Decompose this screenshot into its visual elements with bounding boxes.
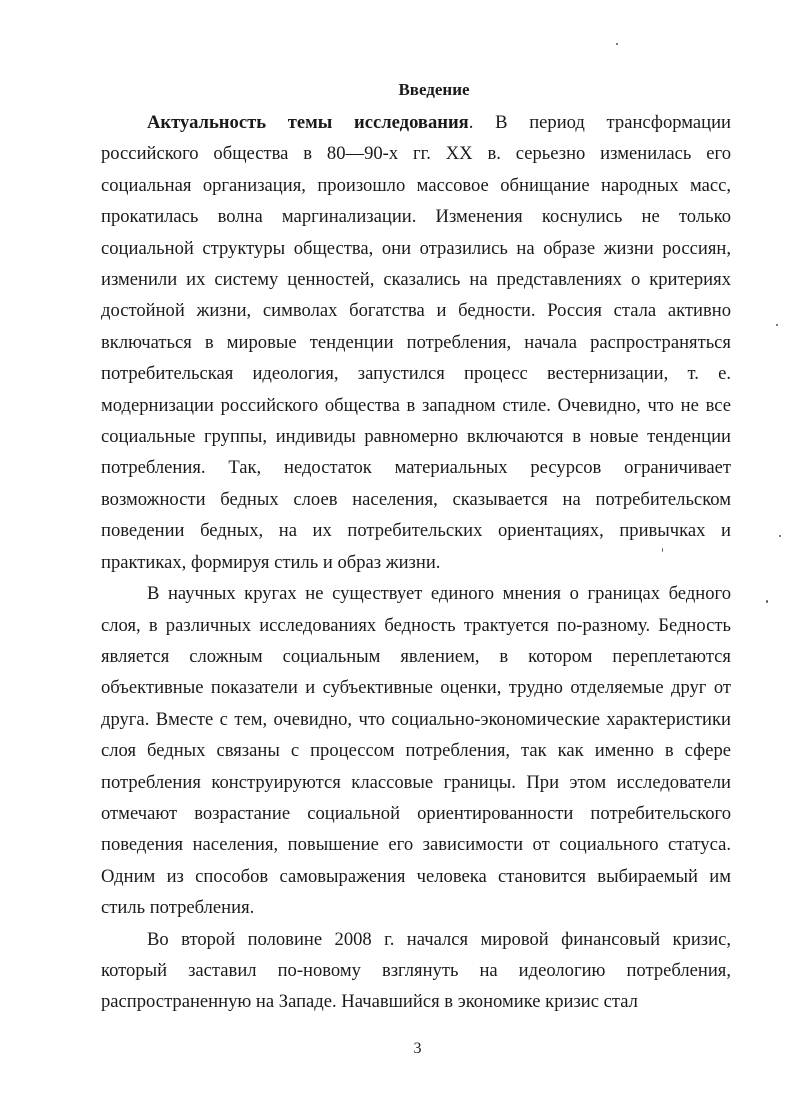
paragraph-lead: Актуальность темы исследования: [147, 112, 469, 133]
scan-speck: [662, 548, 663, 552]
scan-speck: [776, 324, 778, 326]
page-number: 3: [413, 1040, 422, 1057]
paragraph-text: . В период трансформации российского общества в 80—90-х гг. XX в. серьезно изменилась его социальная организация, произошло массовое обнищание народных масс, прокатилась волна маргинализации. Изменения коснулись не только социальной структуры общества, они отразились на образе жизни россиян, изменили их систему ценностей, сказались на представлениях о критериях достойной жизни, символах богатства и бедности. Россия стала активно включаться в мировые тенденции потребления, начала распространяться потребительская идеология, запустился процесс вестернизации, т. е. модернизации российского общества в западном стиле. Очевидно, что не все социальные группы, индивиды равномерно включаются в новые тенденции потребления. Так, недостаток материальных ресурсов ограничивает возможности бедных слоев населения, сказывается на потребительском поведении бедных, на их потребительских ориентациях, привычках и практиках, формируя стиль и образ жизни.: [101, 112, 731, 573]
scan-speck: [766, 600, 768, 603]
section-heading: Введение: [398, 80, 470, 99]
paragraph-poverty: [101, 578, 731, 923]
body-text: [101, 107, 731, 1018]
paragraph-relevance: [101, 107, 731, 578]
paragraph-text: Во второй половине 2008 г. начался мировой финансовый кризис, который заставил по-новому взглянуть на идеологию потребления, распространенную на Западе. Начавшийся в экономике кризис стал: [101, 928, 731, 1013]
scan-speck: [779, 535, 781, 537]
paragraph-crisis: [101, 924, 731, 1018]
scan-speck: [616, 43, 618, 45]
paragraph-text: В научных кругах не существует единого мнения о границах бедного слоя, в различных исследованиях бедность трактуется по-разному. Бедность является сложным социальным явлением, в котором переплетаются объективные показатели и субъективные оценки, трудно отделяемые друг от друга. Вместе с тем, очевидно, что социально-экономические характеристики слоя бедных связаны с процессом потребления, так как именно в сфере потребления конструируются классовые границы. При этом исследователи отмечают возрастание социальной ориентированности потребительского поведения населения, повышение его зависимости от социального статуса. Одним из способов самовыражения человека становится выбираемый им стиль потребления.: [101, 583, 731, 919]
